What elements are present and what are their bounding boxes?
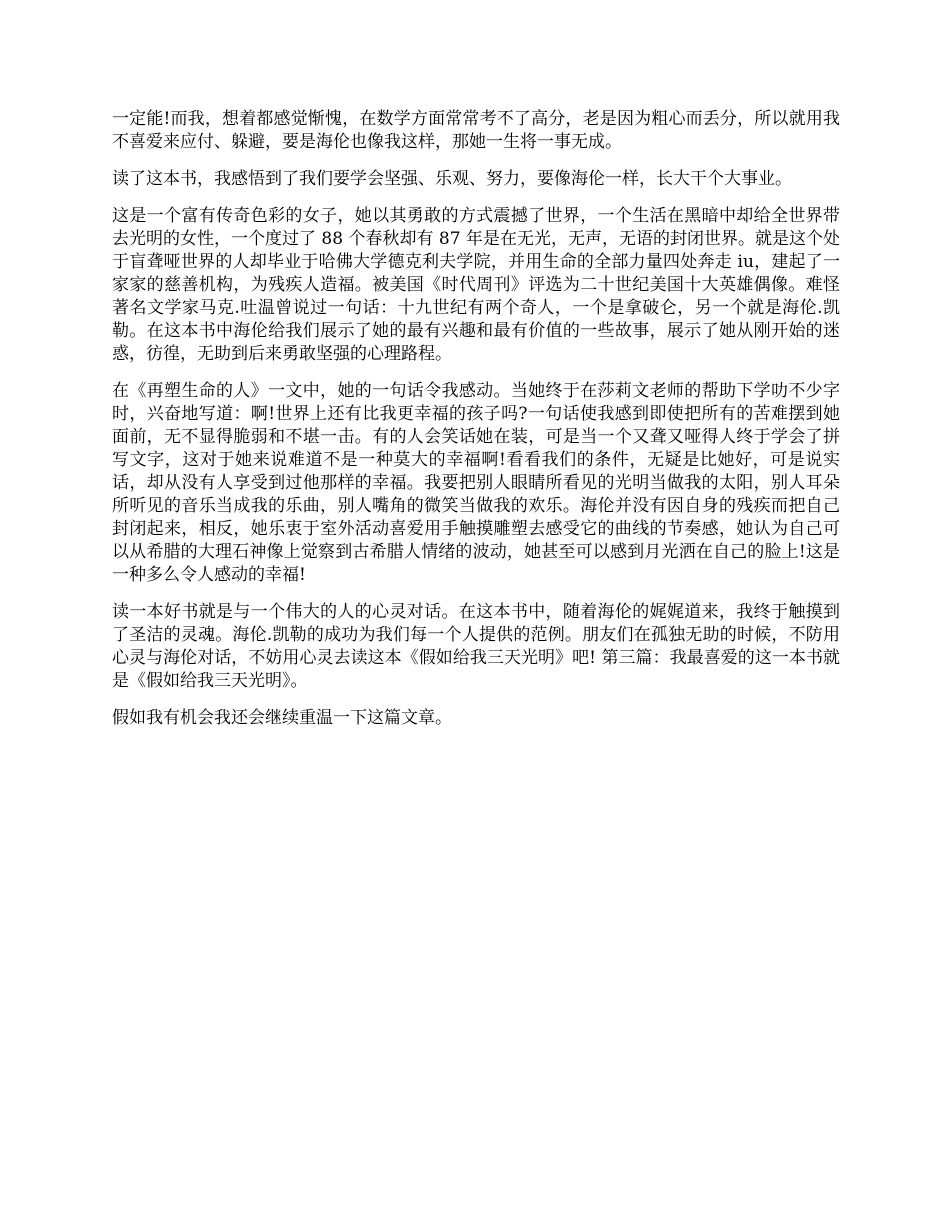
paragraph-6: 假如我有机会我还会继续重温一下这篇文章。: [112, 708, 452, 728]
paragraph-5: 读一本好书就是与一个伟大的人的心灵对话。在这本书中，随着海伦的娓娓道来，我终于触摸到了圣洁的灵魂。海伦.凯勒的成功为我们每一个人提供的范例。朋友们在孤独无助的时候，不防用心灵与海伦对话，不妨用心灵去读这本《假如给我三天光明》吧! 第三篇：我最喜爱的这一本书就是《假如给我三天光明》。: [112, 602, 840, 691]
paragraph-1: 一定能!而我，想着都感觉惭愧，在数学方面常常考不了高分，老是因为粗心而丢分，所以就用我不喜爱来应付、躲避，要是海伦也像我这样，那她一生将一事无成。: [112, 109, 840, 152]
paragraph-4: 在《再塑生命的人》一文中，她的一句话令我感动。当她终于在莎莉文老师的帮助下学叻不少字时，兴奋地写道：啊!世界上还有比我更幸福的孩子吗?一句话使我感到即使把所有的苦难摆到她面前，无不显得脆弱和不堪一击。有的人会笑话她在装，可是当一个又聋又哑得人终于学会了拼写文字，这对于她来说难道不是一种莫大的幸福啊!看看我们的条件，无疑是比她好，可是说实话，却从没有人享受到过他那样的幸福。我要把别人眼睛所看见的光明当做我的太阳，别人耳朵所听见的音乐当成我的乐曲，别人嘴角的微笑当做我的欢乐。海伦并没有因自身的残疾而把自己封闭起来，相反，她乐衷于室外活动喜爱用手触摸雕塑去感受它的曲线的节奏感，她认为自己可以从希腊的大理石神像上觉察到古希腊人情绪的波动，她甚至可以感到月光洒在自己的脸上!这是一种多么令人感动的幸福!: [112, 381, 840, 585]
paragraph-3: 这是一个富有传奇色彩的女子，她以其勇敢的方式震撼了世界，一个生活在黑暗中却给全世界带去光明的女性，一个度过了 88 个春秋却有 87 年是在无光，无声，无语的封闭世界。就是这个处于盲聋哑世界的人却毕业于哈佛大学德克利夫学院，并用生命的全部力量四处奔走 iu，建起了一家家的慈善机构，为残疾人造福。被美国《时代周刊》评选为二十世纪美国十大英雄偶像。难怪著名文学家马克.吐温曾说过一句话：十九世纪有两个奇人，一个是拿破仑，另一个就是海伦.凯勒。在这本书中海伦给我们展示了她的最有兴趣和最有价值的一些故事，展示了她从刚开始的迷惑，彷徨，无助到后来勇敢坚强的心理路程。: [112, 206, 840, 364]
document-body: [112, 108, 840, 744]
paragraph-2: 读了这本书，我感悟到了我们要学会坚强、乐观、努力，要像海伦一样，长大干个大事业。: [112, 169, 792, 189]
